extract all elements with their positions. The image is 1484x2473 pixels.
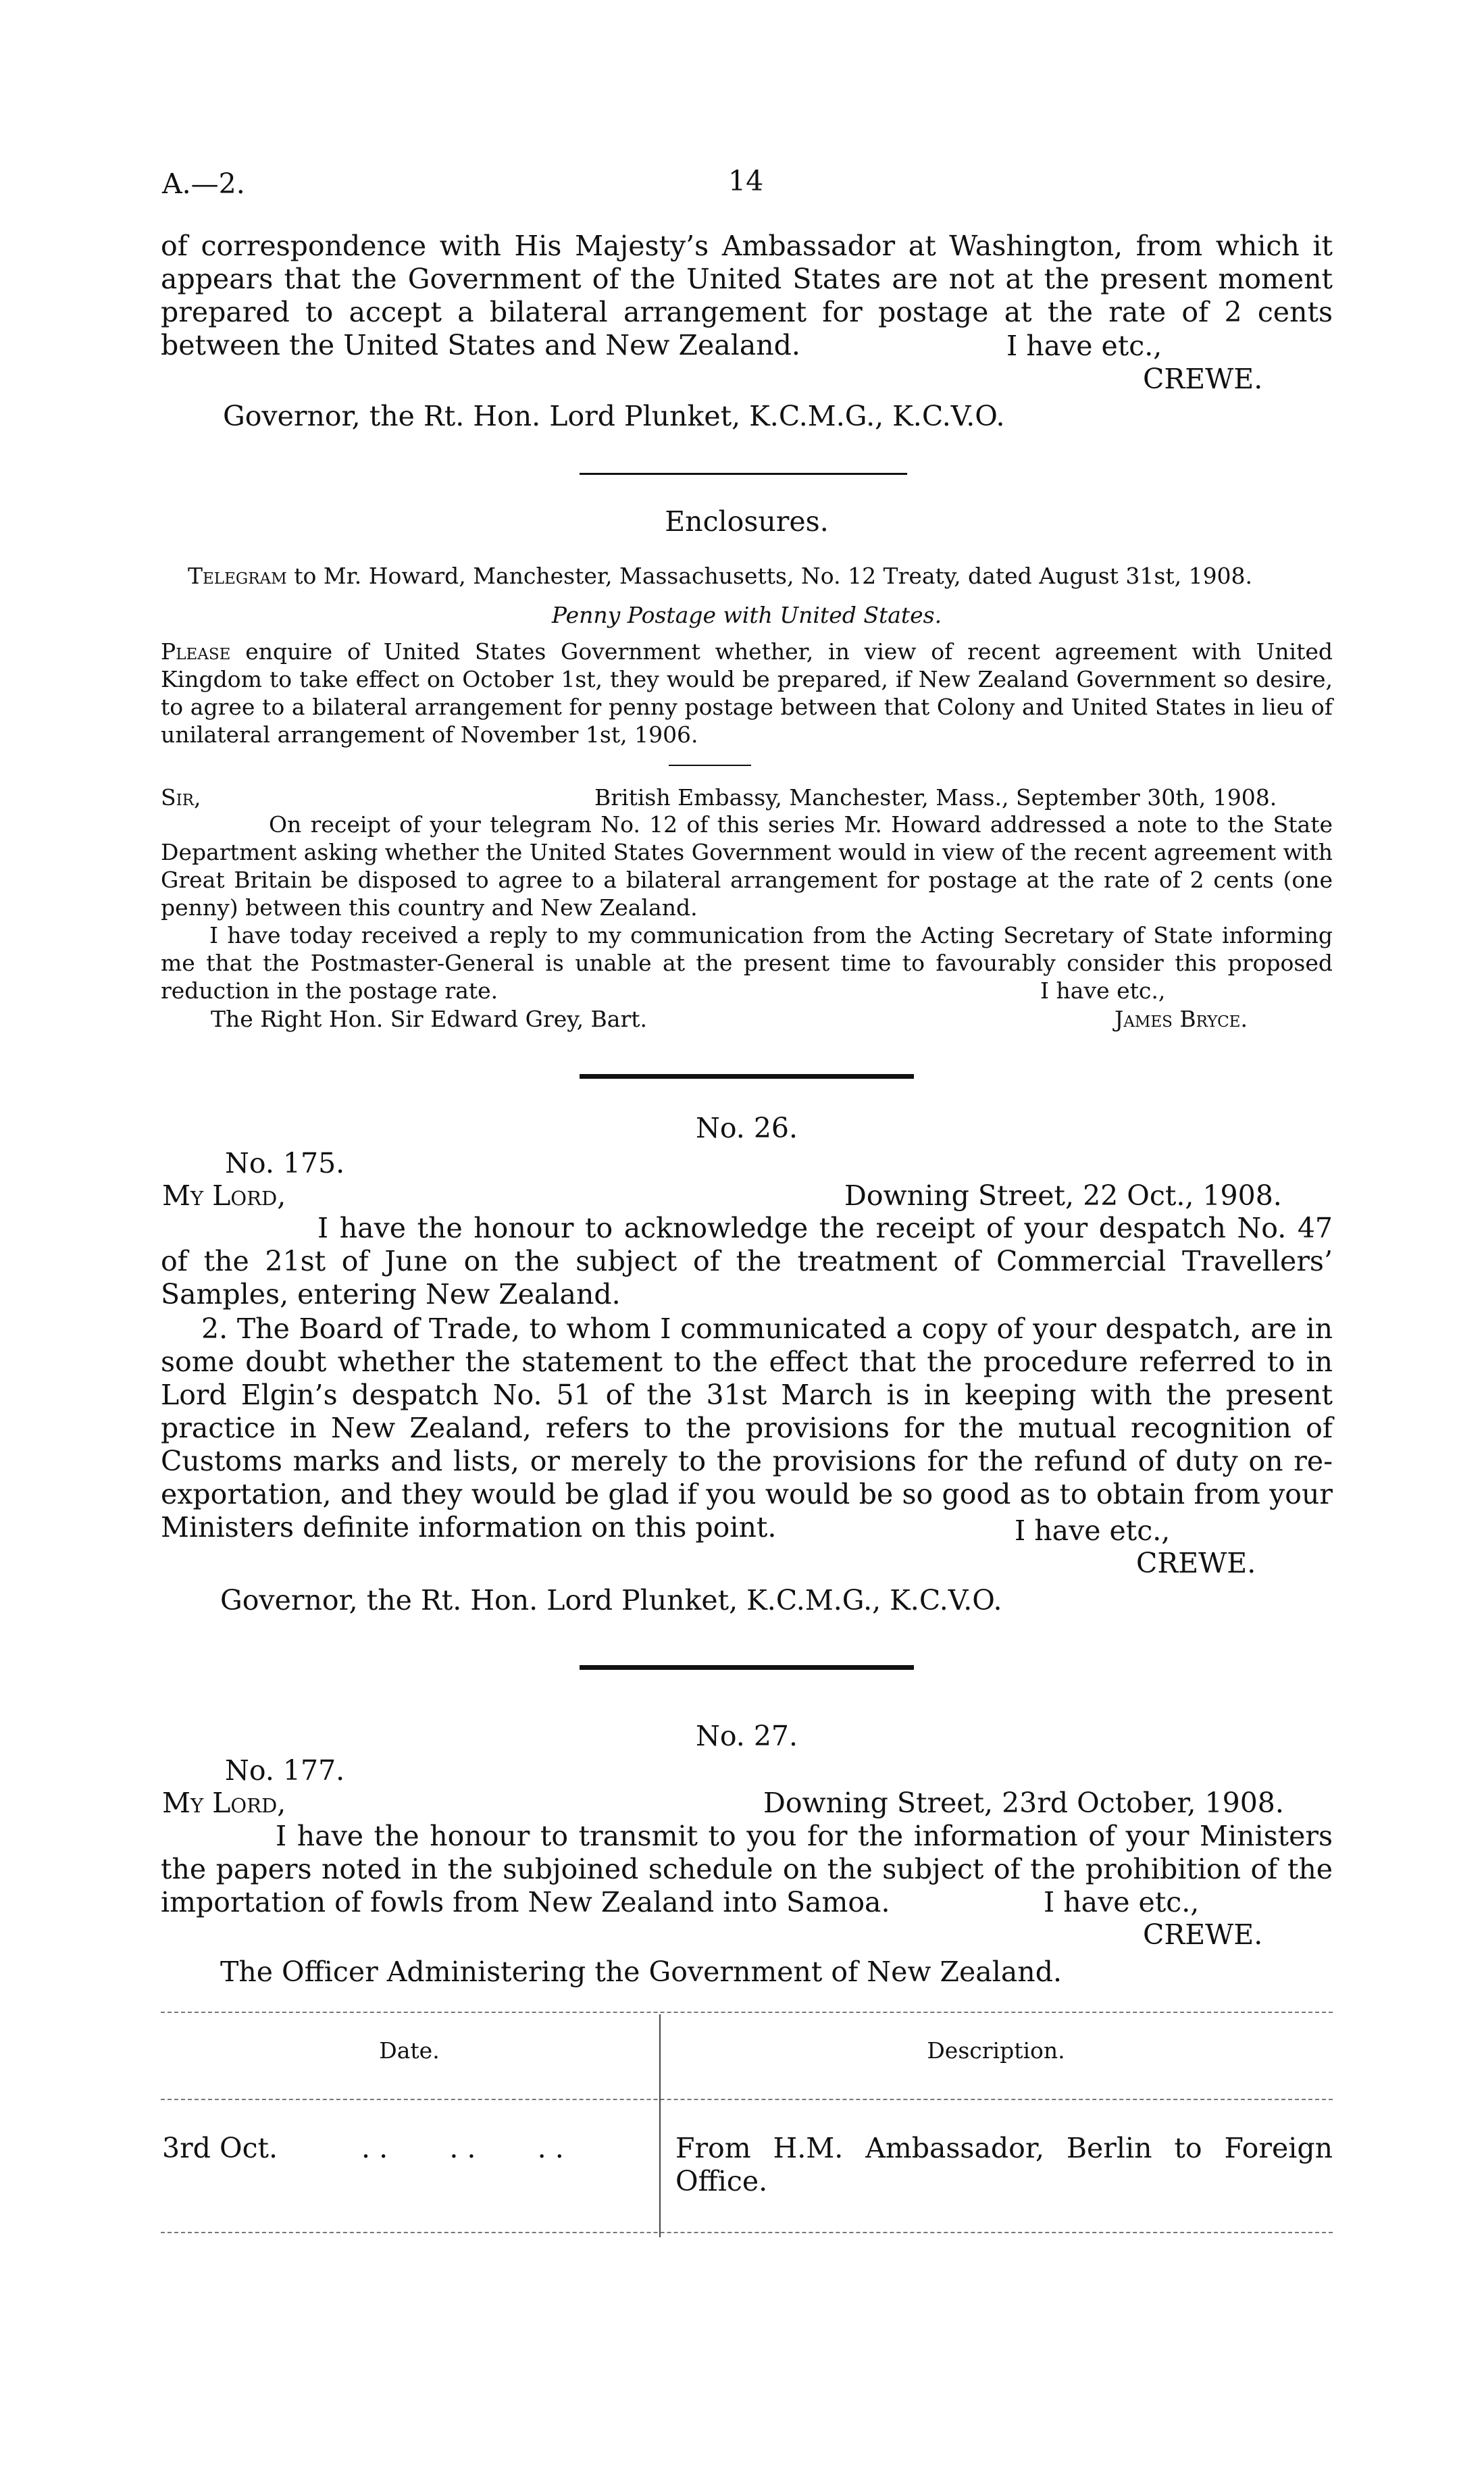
despatch-27-ref: No. 177. [225,1754,345,1787]
table-header-date: Date. [379,2037,440,2064]
despatch-27-place-date: Downing Street, 23rd October, 1908. [763,1787,1284,1819]
despatch-26-paragraph-1: I have the honour to acknowledge the receipt of your despatch No. 47 of the 21st of June on the subject of the treatment of Commercial Travellers’ Samples, entering New Zealand. [161,1212,1333,1310]
table-column-divider [659,2014,661,2237]
intro-signature: CREWE. [1143,363,1263,395]
despatch-26-title: No. 26. [695,1112,798,1144]
despatch-27-addressee: The Officer Administering the Government of New Zealand. [220,1956,1062,1988]
enclosure-subject: Penny Postage with United States. [551,602,942,628]
despatch-27-paragraph: I have the honour to transmit to you for the information of your Ministers the papers noted in the subjoined schedule on the subject of the prohibition of the importation of fowls from New Zealand into Samoa. [161,1820,1333,1918]
intro-closing: I have etc., [1006,330,1162,362]
table-top-rule [161,2012,1333,2013]
table-header-description: Description. [927,2037,1065,2064]
despatch-26-signature: CREWE. [1136,1547,1256,1579]
intro-paragraph: of correspondence with His Majesty’s Ambassador at Washington, from which it appears that the Government of the United States are not at the present moment prepared to accept a bilateral arrangement for postage at the rate of 2 cents between the United States and New Zealand. [161,230,1333,361]
enclosures-heading: Enclosures. [665,505,829,538]
despatch-27-closing: I have etc., [1044,1886,1200,1918]
short-divider [669,765,751,766]
section-divider-thick [580,1074,914,1079]
despatch-26-ref: No. 175. [225,1147,345,1179]
embassy-paragraph-2: I have today received a reply to my communication from the Acting Secretary of State informing me that the Postmaster-General is unable at the present time to favourably consider this proposed reduction in the postage rate. [161,922,1333,1004]
table-bottom-rule [161,2232,1333,2233]
table-cell-date: 3rd Oct. [162,2132,278,2164]
despatch-26-paragraph-2: 2. The Board of Trade, to whom I communicated a copy of your despatch, are in some doubt whether the statement to the effect that the procedure referred to in Lord Elgin’s despatch No. 51 of the 31st March is in keeping with the present practice in New Zealand, refers to the provisions for the mutual recognition of Customs marks and lists, or merely to the provisions for the refund of duty on re-exportation, and they would be glad if you would be so good as to obtain from your Ministers definite information on this point. [161,1312,1333,1544]
telegram-label: Telegram [188,563,287,589]
despatch-27-salutation: My Lord, [162,1787,286,1819]
embassy-paragraph-1: On receipt of your telegram No. 12 of this series Mr. Howard addressed a note to the State Department asking whether the United States Government would in view of the recent agreement with Great Britain be disposed to agree to a bilateral arrangement for postage at the rate of 2 cents (one penny) between this country and New Zealand. [161,811,1333,921]
despatch-26-place-date: Downing Street, 22 Oct., 1908. [844,1179,1282,1212]
despatch-26-addressee: Governor, the Rt. Hon. Lord Plunket, K.C.M.G., K.C.V.O. [220,1584,1002,1616]
embassy-place-date: British Embassy, Manchester, Mass., September 30th, 1908. [594,784,1277,811]
intro-addressee: Governor, the Rt. Hon. Lord Plunket, K.C.M.G., K.C.V.O. [223,400,1005,432]
despatch-26-closing: I have etc., [1015,1514,1171,1547]
despatch-26-salutation: My Lord, [162,1179,286,1212]
embassy-addressee: The Right Hon. Sir Edward Grey, Bart. [211,1006,647,1032]
embassy-signature: James Bryce. [1115,1006,1248,1032]
embassy-salutation: Sir, [161,784,201,811]
telegram-details: to Mr. Howard, Manchester, Massachusetts, No. 12 Treaty, dated August 31st, 1908. [294,563,1253,589]
table-cell-leader: . . . . . . [361,2132,564,2164]
telegram-line [188,562,1252,590]
embassy-closing: I have etc., [1040,977,1166,1004]
please-label: Please [161,638,231,665]
section-divider-thick [580,1665,914,1670]
table-cell-description: From H.M. Ambassador, Berlin to Foreign Office. [675,2132,1333,2197]
document-reference: A.—2. [162,168,245,200]
section-divider [580,473,907,475]
please-text: enquire of United States Government whether, in view of recent agreement with United Kingdom to take effect on October 1st, they would be prepared, if New Zealand Government so desire, to agree to a bilateral arrangement for penny postage between that Colony and United States in lieu of unilateral arrangement of November 1st, 1906. [161,638,1333,748]
table-header-rule [161,2099,1333,2100]
despatch-27-signature: CREWE. [1143,1918,1263,1951]
despatch-27-title: No. 27. [695,1720,798,1752]
page-number: 14 [728,165,764,197]
telegram-body [161,638,1333,748]
